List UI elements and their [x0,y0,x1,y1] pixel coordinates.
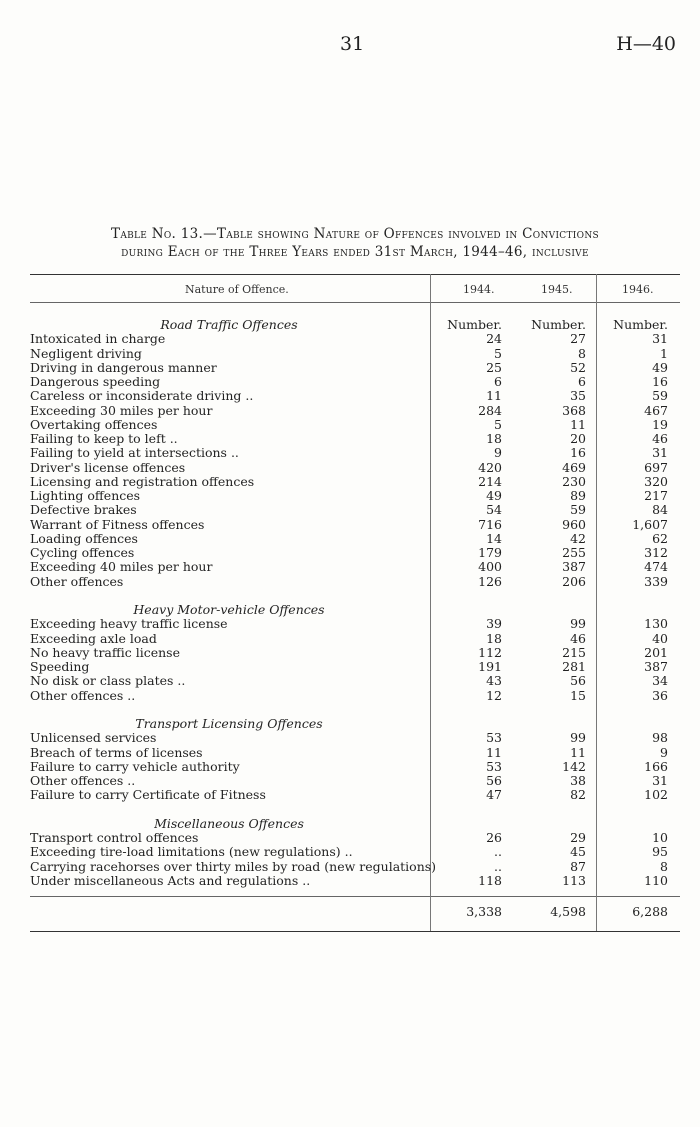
value-1944: 49 [486,488,502,503]
value-1945: 42 [570,530,586,546]
value-1945: 387 [562,559,586,575]
header-1945: 1945. [541,283,573,296]
value-1944: 191 [478,659,502,674]
offence-name: Failure to carry vehicle authority [30,758,240,774]
value-1944: 53 [486,758,502,774]
value-1945: 35 [570,388,586,404]
value-1944: 118 [478,872,502,888]
table-row [30,788,680,802]
value-1944: 54 [486,502,502,518]
value-1946: 16 [652,374,668,389]
value-1946: 31 [652,331,668,347]
offence-name: Warrant of Fitness offences [30,516,205,532]
value-1946: 1,607 [632,516,668,532]
value-1944: 112 [478,644,502,660]
value-1945: 281 [562,659,586,674]
value-1946: 98 [652,730,668,746]
offence-name: Carrying racehorses over thirty miles by road (new regulations) [30,858,437,874]
section-heading: Transport Licensing Offences [135,716,323,731]
value-1944: 400 [478,559,502,575]
table-row [30,432,680,446]
value-1946: 95 [652,844,668,860]
document-reference: H—40 [616,33,676,55]
section-heading-row [30,603,680,617]
offence-name: Other offences .. [30,687,136,703]
offence-name: Exceeding 40 miles per hour [30,559,213,575]
value-1946: 8 [660,858,668,874]
page-number: 31 [340,33,365,55]
table-row [30,532,680,546]
value-1946: 312 [644,545,668,560]
offence-name: Negligent driving [30,345,142,361]
table-row [30,660,680,674]
value-1945: 16 [570,445,586,461]
offence-name: Under miscellaneous Acts and regulations .. [30,872,311,888]
offence-name: Intoxicated in charge [30,331,166,347]
table-row [30,503,680,517]
value-1946: 387 [644,659,668,674]
table-row [30,874,680,888]
value-1946: 46 [652,431,668,446]
value-1946: 10 [652,830,668,845]
value-1944: .. [494,858,502,874]
section-gap [30,589,680,603]
unit-label: Number. [531,317,586,332]
value-1944: 420 [478,459,502,475]
table-row [30,774,680,788]
value-1946: 9 [660,744,668,760]
table-row [30,446,680,460]
value-1945: 11 [570,416,586,432]
offence-name: Failing to keep to left .. [30,431,178,446]
header-1944: 1944. [463,283,495,296]
offence-name: No disk or class plates .. [30,673,186,689]
offence-name: No heavy traffic license [30,644,180,660]
offence-name: Exceeding axle load [30,630,157,646]
value-1944: 5 [494,416,502,432]
value-1946: 130 [644,616,668,632]
section-heading: Road Traffic Offences [160,317,298,332]
offence-name: Breach of terms of licenses [30,744,203,760]
value-1945: 99 [570,616,586,632]
table-row [30,546,680,560]
table-row [30,560,680,574]
table-row [30,347,680,361]
value-1946: 474 [644,559,668,575]
value-1944: 11 [486,388,502,404]
table-row [30,860,680,874]
value-1944: 53 [486,730,502,746]
section-heading: Heavy Motor-vehicle Offences [133,602,325,617]
offence-name: Exceeding tire-load limitations (new regulations) .. [30,844,353,860]
value-1946: 166 [644,758,668,774]
value-1944: 11 [486,744,502,760]
offence-name: Defective brakes [30,502,137,518]
total-1946: 6,288 [632,904,668,919]
value-1944: 47 [486,787,502,803]
value-1946: 40 [652,630,668,646]
value-1946: 697 [644,459,668,475]
section-gap [30,803,680,817]
value-1946: 31 [652,445,668,461]
table-row [30,375,680,389]
title-line2: during Each of the Three Years ended 31st March, 1944–46, inclusive [121,244,589,260]
value-1945: 99 [570,730,586,746]
table-row [30,731,680,745]
value-1945: 15 [570,687,586,703]
value-1945: 230 [562,473,586,489]
value-1944: 214 [478,473,502,489]
offence-name: Driving in dangerous manner [30,359,217,375]
table-row [30,632,680,646]
value-1944: 18 [486,431,502,446]
value-1946: 34 [652,673,668,689]
value-1946: 1 [660,345,668,361]
value-1946: 36 [652,687,668,703]
rule-top [30,274,680,275]
value-1946: 339 [644,573,668,589]
value-1944: 14 [486,530,502,546]
total-1944: 3,338 [466,904,502,919]
value-1944: 24 [486,331,502,347]
value-1944: 56 [486,773,502,788]
table-row [30,617,680,631]
value-1945: 215 [562,644,586,660]
value-1945: 8 [578,345,586,361]
total-1945: 4,598 [550,904,586,919]
unit-label: Number. [447,317,502,332]
value-1945: 59 [570,502,586,518]
table-title [30,225,680,261]
value-1944: 126 [478,573,502,589]
rule-bottom [30,931,680,932]
offence-name: Unlicensed services [30,730,157,746]
offence-name: Dangerous speeding [30,374,161,389]
value-1945: 368 [562,402,586,418]
table-row [30,518,680,532]
value-1944: 9 [494,445,502,461]
value-1945: 255 [562,545,586,560]
value-1946: 201 [644,644,668,660]
value-1945: 38 [570,773,586,788]
table-row [30,418,680,432]
value-1946: 62 [652,530,668,546]
table-row [30,674,680,688]
value-1946: 59 [652,388,668,404]
table-row [30,404,680,418]
value-1946: 217 [644,488,668,503]
offence-name: Failing to yield at intersections .. [30,445,239,461]
value-1946: 49 [652,359,668,375]
header-nature: Nature of Offence. [185,283,289,296]
value-1945: 46 [570,630,586,646]
value-1945: 89 [570,488,586,503]
offence-name: Exceeding 30 miles per hour [30,402,213,418]
offence-name: Transport control offences [30,830,199,845]
section-heading-row [30,318,680,332]
rule-header [30,302,680,303]
section-gap [30,703,680,717]
section-heading-row [30,817,680,831]
value-1945: 20 [570,431,586,446]
title-line1: —Table showing Nature of Offences involved in Convictions [203,226,599,242]
value-1944: 179 [478,545,502,560]
value-1944: 18 [486,630,502,646]
value-1945: 960 [562,516,586,532]
value-1944: 5 [494,345,502,361]
section-heading: Miscellaneous Offences [154,815,304,831]
header-1946: 1946. [622,283,654,296]
value-1946: 102 [644,787,668,803]
table-row [30,831,680,845]
table-row [30,575,680,589]
value-1945: 113 [562,872,586,888]
value-1945: 469 [562,459,586,475]
offence-name: Licensing and registration offences [30,473,255,489]
table-row [30,760,680,774]
value-1945: 27 [570,331,586,347]
value-1946: 19 [652,416,668,432]
value-1944: 12 [486,687,502,703]
value-1945: 206 [562,573,586,589]
value-1944: 43 [486,673,502,689]
table-row [30,689,680,703]
offence-name: Loading offences [30,530,138,546]
offence-name: Careless or inconsiderate driving .. [30,388,254,404]
value-1946: 31 [652,773,668,788]
value-1944: .. [494,844,502,860]
value-1945: 45 [570,844,586,860]
value-1945: 56 [570,673,586,689]
offence-name: Cycling offences [30,545,135,560]
value-1945: 142 [562,758,586,774]
offence-name: Lighting offences [30,488,141,503]
table-row [30,845,680,859]
table-row [30,646,680,660]
value-1945: 11 [570,744,586,760]
offence-name: Other offences [30,573,124,589]
section-heading-row [30,717,680,731]
value-1944: 716 [478,516,502,532]
value-1946: 467 [644,402,668,418]
table-row [30,332,680,346]
value-1944: 25 [486,359,502,375]
value-1944: 284 [478,402,502,418]
value-1944: 6 [494,374,502,389]
table-row [30,746,680,760]
offence-name: Other offences .. [30,773,136,788]
offence-name: Driver's license offences [30,459,186,475]
table-row [30,475,680,489]
value-1945: 29 [570,830,586,845]
value-1944: 39 [486,616,502,632]
rule-total [30,896,680,897]
value-1945: 82 [570,787,586,803]
value-1946: 84 [652,502,668,518]
table-row [30,489,680,503]
value-1946: 320 [644,473,668,489]
value-1945: 6 [578,374,586,389]
offence-name: Speeding [30,659,90,674]
table-row [30,361,680,375]
value-1945: 52 [570,359,586,375]
unit-label: Number. [613,317,668,332]
offences-table [30,318,680,888]
table-row [30,389,680,403]
offence-name: Failure to carry Certificate of Fitness [30,787,266,803]
value-1946: 110 [644,872,668,888]
value-1945: 87 [570,858,586,874]
title-table-number: Table No. 13. [111,226,204,242]
totals-row [30,904,680,919]
offence-name: Exceeding heavy traffic license [30,616,228,632]
table-row [30,461,680,475]
offence-name: Overtaking offences [30,416,158,432]
value-1944: 26 [486,830,502,845]
